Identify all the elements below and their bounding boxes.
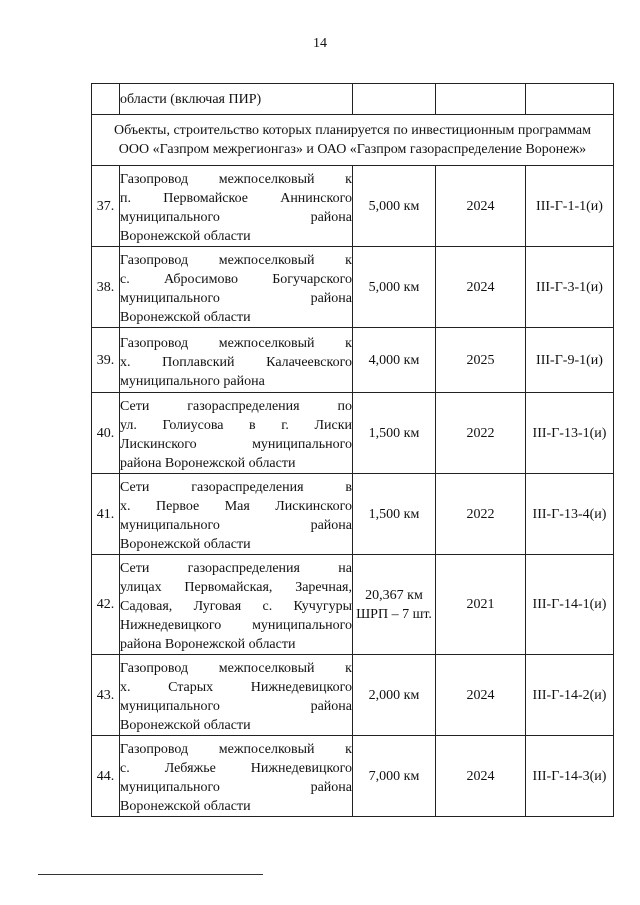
table-row — [92, 655, 614, 736]
page-number: 14 — [313, 36, 327, 51]
table-row — [92, 166, 614, 247]
name-line: улицах Первомайская, Заречная, — [120, 580, 352, 595]
cell-length: 4,000 км — [353, 328, 436, 393]
cell-length: 20,367 км ШРП – 7 шт. — [353, 555, 436, 655]
cell-code: III-Г-13-1(и) — [526, 393, 614, 474]
cell-length: 7,000 км — [353, 736, 436, 817]
cell-year: 2022 — [436, 474, 526, 555]
name-line: Воронежской области — [120, 229, 251, 244]
section-heading: Объекты, строительство которых планируется по инвестиционным программам ООО «Газпром межрегионгаз» и ОАО «Газпром газораспределение Воронеж» — [92, 115, 614, 166]
objects-table — [91, 83, 614, 817]
cell-name: области (включая ПИР) — [120, 84, 353, 115]
cell-name — [120, 474, 353, 555]
name-line: Лискинского муниципального — [120, 437, 352, 452]
cell-code: III-Г-1-1(и) — [526, 166, 614, 247]
cell-code: III-Г-13-4(и) — [526, 474, 614, 555]
name-line: Сети газораспределения по — [120, 399, 352, 414]
cell-num: 39. — [92, 328, 120, 393]
cell-year: 2022 — [436, 393, 526, 474]
name-line: ул. Голиусова в г. Лиски — [120, 418, 352, 433]
cell-length: 5,000 км — [353, 247, 436, 328]
table-row — [92, 393, 614, 474]
name-line: Садовая, Луговая с. Кучугуры — [120, 599, 352, 614]
cell-length: 2,000 км — [353, 655, 436, 736]
cell-year: 2024 — [436, 736, 526, 817]
name-line: Газопровод межпоселковый к — [120, 742, 352, 757]
name-line: Сети газораспределения в — [120, 480, 352, 495]
cell-name — [120, 736, 353, 817]
cell-num: 38. — [92, 247, 120, 328]
cell-name — [120, 655, 353, 736]
cell-length: 5,000 км — [353, 166, 436, 247]
table-row — [92, 555, 614, 655]
cell-name — [120, 393, 353, 474]
cell-num: 40. — [92, 393, 120, 474]
cell-name — [120, 166, 353, 247]
cell-code: III-Г-14-3(и) — [526, 736, 614, 817]
cell-year: 2024 — [436, 655, 526, 736]
name-line: муниципального района — [120, 291, 352, 306]
footnote-separator — [38, 874, 263, 875]
table-row — [92, 247, 614, 328]
cell-num: 42. — [92, 555, 120, 655]
name-line: Воронежской области — [120, 718, 251, 733]
name-line: Нижнедевицкого муниципального — [120, 618, 352, 633]
name-line: муниципального района — [120, 780, 352, 795]
cell-num — [92, 84, 120, 115]
cell-name — [120, 247, 353, 328]
name-line: х. Поплавский Калачеевского — [120, 354, 352, 370]
name-line: Газопровод межпоселковый к — [120, 172, 352, 187]
name-line: Газопровод межпоселковый к — [120, 661, 352, 676]
name-line: Газопровод межпоселковый к — [120, 253, 352, 268]
name-line: муниципального района — [120, 373, 265, 389]
table-row — [92, 736, 614, 817]
cell-code — [526, 84, 614, 115]
name-line: х. Первое Мая Лискинского — [120, 499, 352, 514]
name-line: Воронежской области — [120, 310, 251, 325]
cell-num: 37. — [92, 166, 120, 247]
cell-name — [120, 555, 353, 655]
name-line: Воронежской области — [120, 537, 251, 552]
cell-code: III-Г-14-2(и) — [526, 655, 614, 736]
cell-year: 2025 — [436, 328, 526, 393]
cell-code: III-Г-9-1(и) — [526, 328, 614, 393]
table-row — [92, 474, 614, 555]
cell-num: 41. — [92, 474, 120, 555]
name-line: муниципального района — [120, 518, 352, 533]
name-line: муниципального района — [120, 210, 352, 225]
name-line: с. Абросимово Богучарского — [120, 272, 352, 287]
name-line: муниципального района — [120, 699, 352, 714]
cell-year: 2021 — [436, 555, 526, 655]
cell-length — [353, 84, 436, 115]
cell-year — [436, 84, 526, 115]
cell-num: 44. — [92, 736, 120, 817]
name-line: района Воронежской области — [120, 637, 296, 652]
continued-row — [92, 84, 614, 115]
name-line: Газопровод межпоселковый к — [120, 335, 352, 351]
name-line: п. Первомайское Аннинского — [120, 191, 352, 206]
name-line: х. Старых Нижнедевицкого — [120, 680, 352, 695]
cell-length: 1,500 км — [353, 474, 436, 555]
name-line: района Воронежской области — [120, 456, 296, 471]
section-heading-row — [92, 115, 614, 166]
cell-code: III-Г-3-1(и) — [526, 247, 614, 328]
cell-code: III-Г-14-1(и) — [526, 555, 614, 655]
name-line: с. Лебяжье Нижнедевицкого — [120, 761, 352, 776]
cell-year: 2024 — [436, 247, 526, 328]
name-line: Воронежской области — [120, 799, 251, 814]
table-row — [92, 328, 614, 393]
cell-num: 43. — [92, 655, 120, 736]
cell-length: 1,500 км — [353, 393, 436, 474]
name-line: Сети газораспределения на — [120, 561, 352, 576]
cell-year: 2024 — [436, 166, 526, 247]
cell-name — [120, 328, 353, 393]
